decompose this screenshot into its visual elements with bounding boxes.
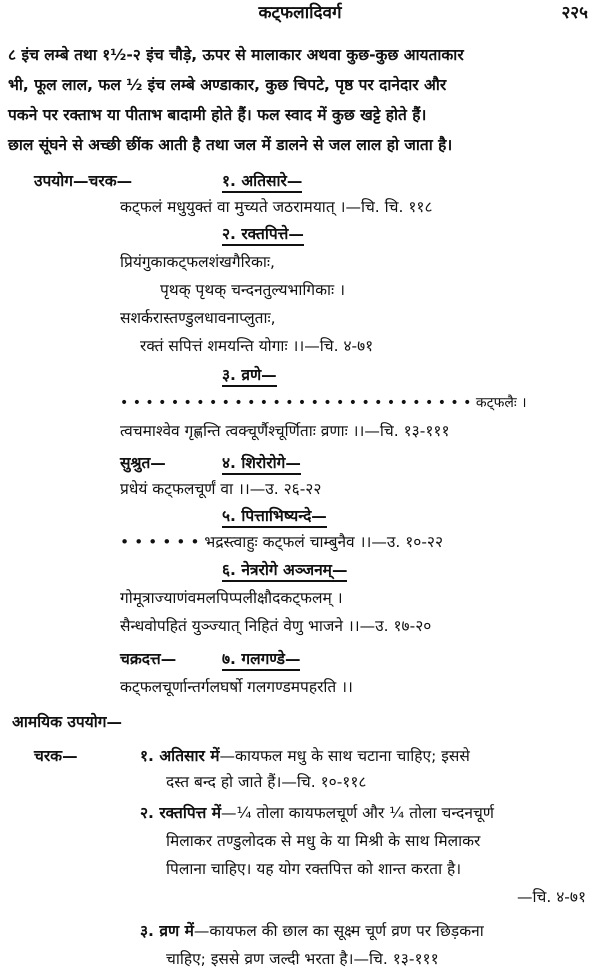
section-6-verse-2: सैन्धवोपहितं युञ्ज्यात् निहितं वेणु भाजने ।।—उ. १७-२० — [120, 617, 432, 635]
section-7-title-text: ७. गलगण्डे— — [222, 650, 300, 671]
section-2-verse-4: रक्तं सपित्तं शमयन्ति योगाः ।।—चि. ४-७१ — [140, 337, 374, 355]
section-2-title-text: २. रक्तपित्ते— — [222, 225, 304, 246]
amayika-item-2-label: २. रक्तपित्त में — [140, 804, 222, 822]
amayika-item-2-line-4: —चि. ४-७१ — [517, 888, 586, 906]
section-5-title — [222, 505, 327, 528]
section-6-verse-1: गोमूत्राज्याणंवमलपिप्पलीक्षौदकट्फलम् । — [120, 589, 343, 607]
intro-line-2: भी, फूल लाल, फल ½ इंच लम्बे अण्डाकार, कुछ चिपटे, पृष्ठ पर दानेदार और — [8, 76, 447, 94]
section-3-title — [222, 364, 277, 387]
amayika-item-3-text: —कायफल की छाल का सूक्ष्म चूर्ण व्रण पर छिड़कना — [193, 922, 484, 940]
section-3-title-text: ३. व्रणे— — [222, 366, 277, 387]
section-7-verse: कट्फलचूर्णान्तर्गलघर्षो गलगण्डमपहरति ।। — [120, 678, 353, 696]
section-1-title — [222, 170, 302, 193]
section-4-source: सुश्रुत— — [120, 454, 166, 472]
section-3-verse-2: त्वचमाश्वेव गृह्णन्ति त्वक्चूर्णैश्चूर्णिताः व्रणाः ।।—चि. १३-१११ — [120, 422, 450, 440]
amayika-item-2-line-1 — [140, 802, 494, 824]
amayika-item-2-line-3: पिलाना चाहिए। यह योग रक्तपित्त को शान्त करता है। — [166, 860, 462, 878]
section-1-title-text: १. अतिसारे— — [222, 172, 302, 193]
amayika-heading: आमयिक उपयोग— — [12, 713, 122, 731]
amayika-item-2-line-2: मिलाकर तण्डुलोदक से मधु के या मिश्री के साथ मिलाकर — [166, 832, 481, 850]
section-3-verse-1: • • • • • • • • • • • • • • • • • • • • • • • • • • • • कट्फलैः । — [120, 395, 527, 411]
section-1-verse: कट्फलं मधुयुक्तं वा मुच्यते जठरामयात् ।—चि. चि. ११८ — [120, 198, 433, 216]
amayika-item-3-line-2: चाहिए; इससे व्रण जल्दी भरता है।—चि. १३-१११ — [166, 950, 439, 968]
section-2-verse-1: प्रियंगुकाकट्फलशंखगैरिकाः, — [120, 253, 275, 271]
section-7-source: चक्रदत्त— — [120, 650, 177, 668]
section-5-title-text: ५. पित्ताभिष्यन्दे— — [222, 507, 327, 528]
amayika-item-1-line-2: दस्त बन्द हो जाते हैं।—चि. १०-११८ — [166, 773, 367, 791]
section-6-title — [222, 559, 347, 582]
section-7-title — [222, 648, 300, 671]
section-5-verse: • • • • • • भद्रस्त्वाहुः कट्फलं चाम्बुनैव ।।—उ. १०-२२ — [120, 533, 444, 551]
section-4-title-text: ४. शिरोरोगे— — [222, 454, 301, 475]
intro-line-1: ८ इंच लम्बे तथा १½-२ इंच चौड़े, ऊपर से मालाकार अथवा कुछ-कुछ आयताकार — [8, 46, 464, 64]
upayoga-heading: उपयोग—चरक— — [34, 172, 133, 190]
page-title: कट्फलादिवर्ग — [258, 3, 342, 23]
amayika-item-1-line-1 — [140, 745, 470, 767]
section-4-title — [222, 452, 301, 475]
amayika-item-1-text: —कायफल मधु के साथ चटाना चाहिए; इससे — [219, 747, 470, 765]
section-4-verse: प्रधेयं कट्फलचूर्णं वा ।।—उ. २६-२२ — [120, 480, 322, 498]
section-2-verse-3: सशर्करास्तण्डुलधावनाप्लुताः, — [120, 309, 276, 327]
amayika-item-1-label: १. अतिसार में — [140, 747, 220, 765]
page-number: २२५ — [561, 3, 588, 23]
amayika-item-3-label: ३. व्रण में — [140, 922, 194, 940]
section-2-verse-2: पृथक् पृथक् चन्दनतुल्यभागिकाः । — [160, 281, 345, 299]
intro-line-3: पकने पर रक्ताभ या पीताभ बादामी होते हैं। फल स्वाद में कुछ खट्टे होते हैं। — [8, 106, 427, 124]
amayika-item-2-text: —¼ तोला कायफलचूर्ण और ¼ तोला चन्दनचूर्ण — [221, 804, 495, 822]
section-6-title-text: ६. नेत्ररोगे अञ्जनम्— — [222, 561, 347, 582]
section-2-title — [222, 223, 304, 246]
amayika-item-3-line-1 — [140, 920, 484, 942]
amayika-source: चरक— — [34, 747, 78, 765]
intro-line-4: छाल सूंघने से अच्छी छींक आती है तथा जल में डालने से जल लाल हो जाता है। — [8, 136, 453, 154]
